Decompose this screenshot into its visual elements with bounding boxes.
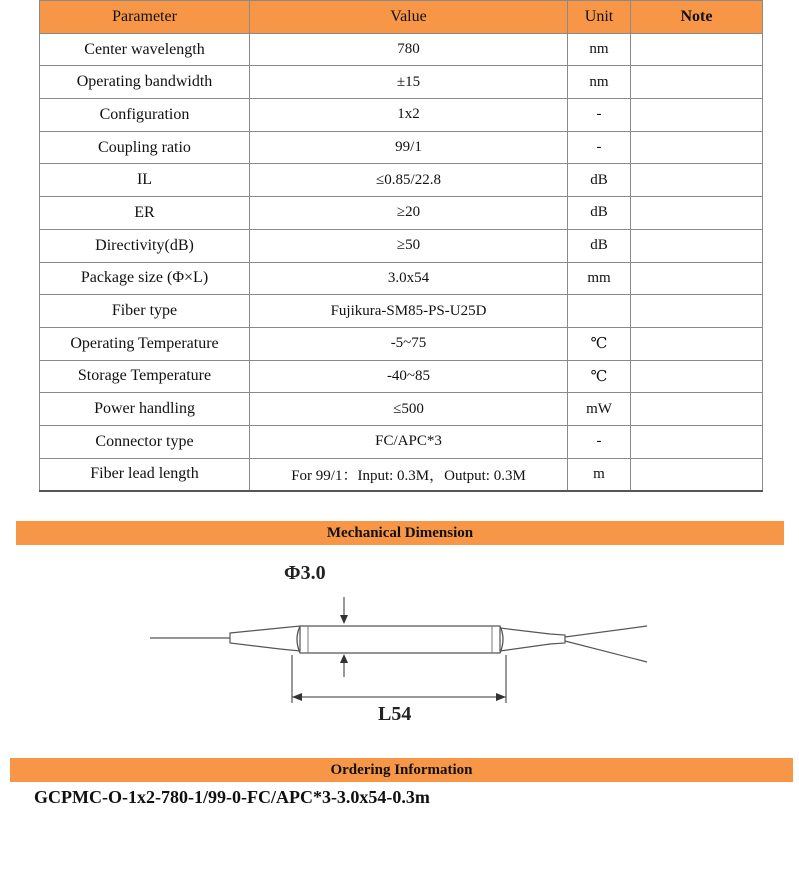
cell-unit: ℃ — [568, 360, 631, 393]
cell-value: -40~85 — [250, 360, 568, 393]
cell-value: For 99/1：Input: 0.3M，Output: 0.3M — [250, 458, 568, 491]
cell-unit: dB — [568, 164, 631, 197]
cell-note — [631, 229, 763, 262]
header-value: Value — [250, 1, 568, 34]
table-row — [40, 458, 763, 491]
table-row — [40, 197, 763, 230]
table-row — [40, 360, 763, 393]
mechanical-drawing — [140, 555, 660, 735]
cell-unit: dB — [568, 229, 631, 262]
cell-note — [631, 262, 763, 295]
cell-value: ±15 — [250, 66, 568, 99]
cell-note — [631, 99, 763, 132]
cell-parameter: ER — [40, 197, 250, 230]
cell-note — [631, 327, 763, 360]
cell-value: 99/1 — [250, 131, 568, 164]
cell-note — [631, 66, 763, 99]
cell-parameter: Directivity(dB) — [40, 229, 250, 262]
cell-value: ≤500 — [250, 393, 568, 426]
diameter-label: Φ3.0 — [284, 562, 326, 584]
cell-unit: nm — [568, 66, 631, 99]
cell-unit: mW — [568, 393, 631, 426]
cell-note — [631, 458, 763, 491]
ordering-information-bar: Ordering Information — [10, 758, 793, 782]
cell-unit: - — [568, 425, 631, 458]
table-header-row — [40, 1, 763, 34]
header-note: Note — [631, 1, 763, 34]
table-row — [40, 295, 763, 328]
cell-unit: dB — [568, 197, 631, 230]
table-row — [40, 262, 763, 295]
cell-value: Fujikura-SM85-PS-U25D — [250, 295, 568, 328]
table-row — [40, 66, 763, 99]
cell-parameter: Package size (Φ×L) — [40, 262, 250, 295]
cell-value: ≥20 — [250, 197, 568, 230]
cell-note — [631, 33, 763, 66]
cell-value: 780 — [250, 33, 568, 66]
cell-value: -5~75 — [250, 327, 568, 360]
table-row — [40, 229, 763, 262]
cell-unit: mm — [568, 262, 631, 295]
table-row — [40, 393, 763, 426]
length-label: L54 — [378, 703, 412, 725]
cell-parameter: Configuration — [40, 99, 250, 132]
table-row — [40, 327, 763, 360]
cell-value: FC/APC*3 — [250, 425, 568, 458]
cell-unit: ℃ — [568, 327, 631, 360]
cell-parameter: Coupling ratio — [40, 131, 250, 164]
cell-value: 3.0x54 — [250, 262, 568, 295]
spec-table — [39, 0, 763, 492]
cell-unit: - — [568, 99, 631, 132]
mechanical-dimension-bar: Mechanical Dimension — [16, 521, 784, 545]
cell-parameter: Fiber type — [40, 295, 250, 328]
cell-parameter: Fiber lead length — [40, 458, 250, 491]
table-row — [40, 33, 763, 66]
cell-note — [631, 393, 763, 426]
cell-parameter: Operating bandwidth — [40, 66, 250, 99]
cell-unit — [568, 295, 631, 328]
cell-parameter: Operating Temperature — [40, 327, 250, 360]
table-row — [40, 164, 763, 197]
cell-note — [631, 164, 763, 197]
cell-note — [631, 425, 763, 458]
cell-unit: nm — [568, 33, 631, 66]
cell-value: 1x2 — [250, 99, 568, 132]
cell-note — [631, 360, 763, 393]
table-row — [40, 425, 763, 458]
cell-unit: m — [568, 458, 631, 491]
header-parameter: Parameter — [40, 1, 250, 34]
cell-note — [631, 197, 763, 230]
cell-value: ≤0.85/22.8 — [250, 164, 568, 197]
cell-unit: - — [568, 131, 631, 164]
table-row — [40, 131, 763, 164]
table-body — [40, 33, 763, 491]
cell-parameter: IL — [40, 164, 250, 197]
cell-note — [631, 131, 763, 164]
cell-parameter: Connector type — [40, 425, 250, 458]
cell-parameter: Power handling — [40, 393, 250, 426]
cell-parameter: Center wavelength — [40, 33, 250, 66]
part-number: GCPMC-O-1x2-780-1/99-0-FC/APC*3-3.0x54-0.3m — [34, 787, 430, 807]
cell-parameter: Storage Temperature — [40, 360, 250, 393]
header-unit: Unit — [568, 1, 631, 34]
cell-value: ≥50 — [250, 229, 568, 262]
table-row — [40, 99, 763, 132]
cell-note — [631, 295, 763, 328]
